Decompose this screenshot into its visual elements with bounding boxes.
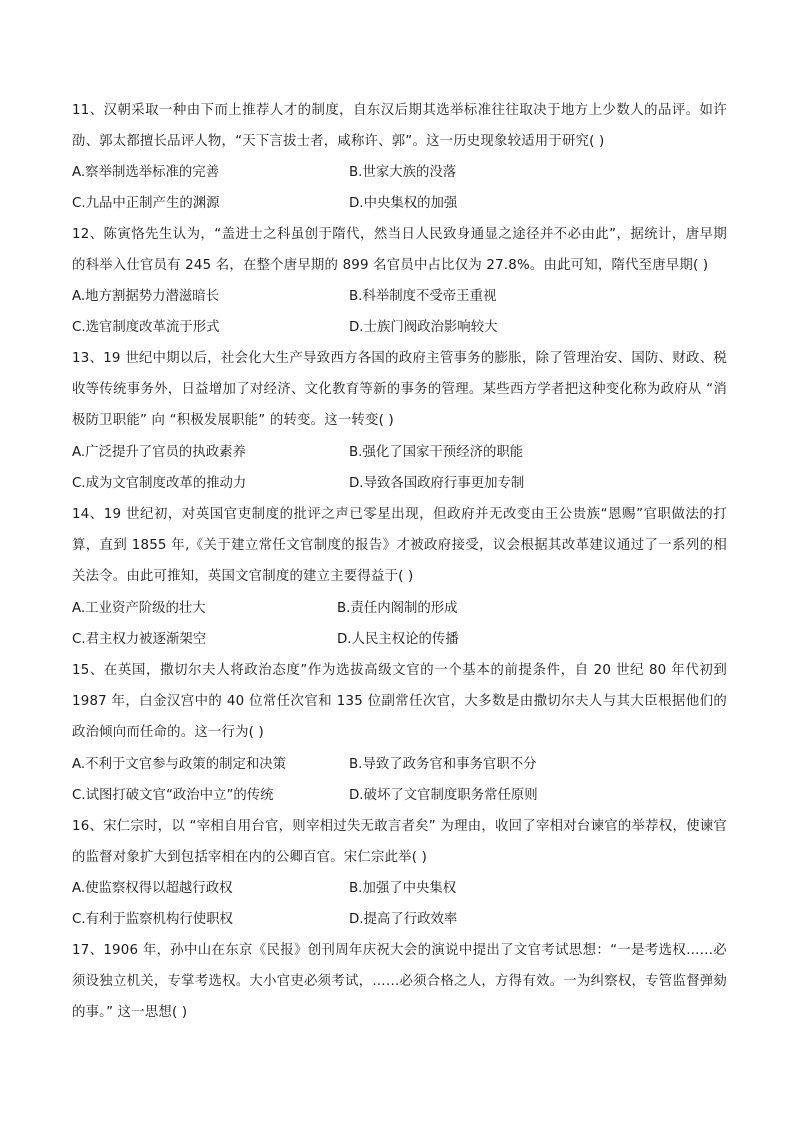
question-15-options — [72, 749, 727, 811]
option-b: B.世家大族的没落 — [349, 165, 457, 180]
option-a: A.广泛提升了官员的执政素养 — [72, 445, 246, 460]
option-a: A.察举制选举标准的完善 — [72, 165, 220, 180]
question-14-stem: 14、19 世纪初，对英国官吏制度的批评之声已零星出现，但政府并无改变由王公贵族“恩赐”官职做法的打算，直到 1855 年,《关于建立常任文官制度的报告》才被政府接受，议会根据其改革建议通过了一系列的相关法令。由此可推知，英国文官制度的建立主要得益于( ) — [72, 507, 727, 584]
question-16-options — [72, 873, 727, 935]
question-12-stem: 12、陈寅恪先生认为，“盖进士之科虽创于隋代，然当日人民致身通显之途径并不必由此”，据统计，唐早期的科举入仕官员有 245 名，在整个唐早期的 899 名官员中占比仅为 27.8%。由此可知，隋代至唐早期( ) — [72, 227, 727, 273]
question-16-stem: 16、宋仁宗时，以 “宰相自用台官，则宰相过失无敢言者矣” 为理由，收回了宰相对台谏官的举荐权，使谏官的监督对象扩大到包括宰相在内的公卿百官。宋仁宗此举( ) — [72, 819, 727, 865]
option-b: B.加强了中央集权 — [349, 881, 457, 896]
option-a: A.不利于文官参与政策的制定和决策 — [72, 757, 287, 772]
question-13-options — [72, 437, 727, 499]
option-a: A.工业资产阶级的壮大 — [72, 601, 206, 616]
option-b: B.强化了国家干预经济的职能 — [349, 445, 524, 460]
question-17-stem: 17、1906 年，孙中山在东京《民报》创刊周年庆祝大会的演说中提出了文官考试思想：“一是考选权……必须设独立机关，专掌考选权。大小官吏必须考试，……必须合格之人，方得有效。一为纠察权，专管监督弹劾的事。” 这一思想( ) — [72, 943, 727, 1020]
option-c: C.选官制度改革流于形式 — [72, 320, 220, 335]
option-d: D.破坏了文官制度职务常任原则 — [349, 788, 538, 803]
option-c: C.试图打破文官“政治中立”的传统 — [72, 788, 274, 803]
option-d: D.人民主权论的传播 — [337, 632, 459, 647]
option-d: D.导致各国政府行事更加专制 — [349, 476, 525, 491]
option-d: D.中央集权的加强 — [349, 196, 458, 211]
question-12-options — [72, 281, 727, 343]
question-11-options — [72, 157, 727, 219]
option-d: D.提高了行政效率 — [349, 912, 458, 927]
option-b: B.导致了政务官和事务官职不分 — [349, 757, 537, 772]
option-c: C.成为文官制度改革的推动力 — [72, 476, 247, 491]
option-a: A.使监察权得以超越行政权 — [72, 881, 233, 896]
option-c: C.九品中正制产生的渊源 — [72, 196, 220, 211]
option-b: B.科举制度不受帝王重视 — [349, 289, 497, 304]
option-c: C.君主权力被逐渐架空 — [72, 632, 207, 647]
option-c: C.有利于监察机构行使职权 — [72, 912, 233, 927]
question-15-stem: 15、在英国，撒切尔夫人将政治态度”作为选拔高级文官的一个基本的前提条件，自 20 世纪 80 年代初到 1987 年，白金汉宫中的 40 位常任次官和 135 位副常任次官，大多数是由撒切尔夫人与其大臣根据他们的政治倾向而任命的。这一行为( ) — [72, 663, 727, 740]
question-13-stem: 13、19 世纪中期以后，社会化大生产导致西方各国的政府主管事务的膨胀，除了管理治安、国防、财政、税收等传统事务外，日益增加了对经济、文化教育等新的事务的管理。某些西方学者把这种变化称为政府从 “消极防卫职能” 向 “积极发展职能” 的转变。这一转变( ) — [72, 351, 727, 428]
question-14-options — [72, 593, 727, 655]
option-b: B.责任内阁制的形成 — [337, 601, 458, 616]
option-a: A.地方割据势力潜滋暗长 — [72, 289, 220, 304]
option-d: D.士族门阀政治影响较大 — [349, 320, 498, 335]
question-11-stem: 11、汉朝采取一种由下而上推荐人才的制度，自东汉后期其选举标准往往取决于地方上少数人的品评。如许劭、郭太都擅长品评人物，“天下言拔士者，咸称许、郭”。这一历史现象较适用于研究( ) — [72, 103, 727, 149]
